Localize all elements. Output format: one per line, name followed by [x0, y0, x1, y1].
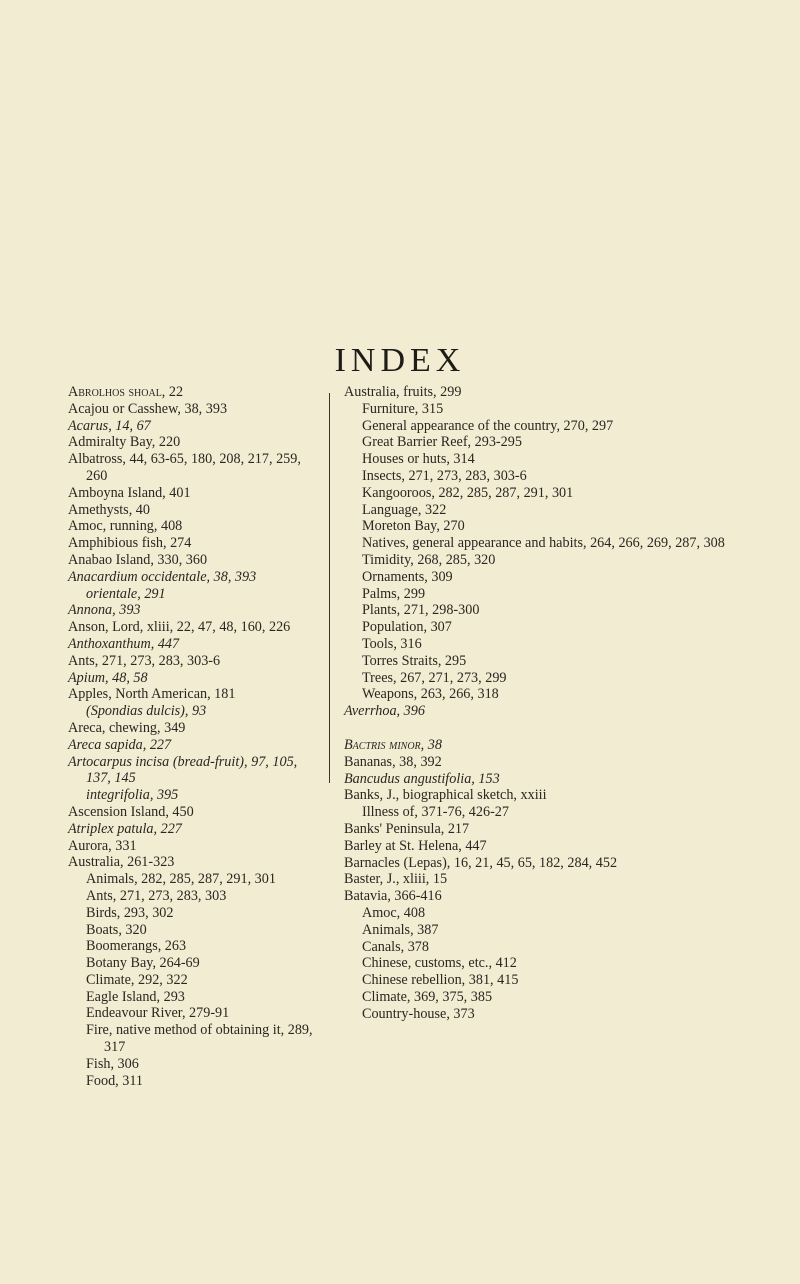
index-subentry: Birds, 293, 302 — [86, 904, 174, 921]
index-subentry: Furniture, 315 — [362, 400, 444, 417]
index-entry: Anabao Island, 330, 360 — [68, 551, 208, 568]
index-entry: Artocarpus incisa (bread-fruit), 97, 105, 137, 145 — [68, 753, 298, 787]
index-entry: Aurora, 331 — [68, 837, 137, 854]
index-entry: Amphibious fish, 274 — [68, 535, 192, 552]
index-subentry: integrifolia, 395 — [86, 787, 179, 804]
index-subentry: Fish, 306 — [86, 1055, 139, 1072]
index-subentry: Moreton Bay, 270 — [362, 518, 465, 535]
index-subentry: Population, 307 — [362, 619, 452, 636]
index-subentry: Weapons, 263, 266, 318 — [362, 686, 499, 703]
index-entry: Batavia, 366-416 — [344, 888, 442, 905]
index-subentry: Botany Bay, 264-69 — [86, 955, 200, 972]
index-subentry: Natives, general appearance and habits, 264, 266, 269, 287, 308 — [362, 535, 725, 552]
index-subentry: Chinese rebellion, 381, 415 — [362, 972, 519, 989]
index-entry: Acajou or Casshew, 38, 393 — [68, 400, 228, 417]
index-entry: Australia, fruits, 299 — [344, 384, 462, 400]
index-entry: Admiralty Bay, 220 — [68, 434, 181, 451]
index-entry: Areca, chewing, 349 — [68, 719, 186, 736]
index-entry: Barnacles (Lepas), 16, 21, 45, 65, 182, 284, 452 — [344, 854, 618, 871]
index-subentry: Great Barrier Reef, 293-295 — [362, 434, 522, 451]
index-subentry: Animals, 387 — [362, 921, 439, 938]
index-subentry: Climate, 369, 375, 385 — [362, 988, 493, 1005]
index-entry: Ascension Island, 450 — [68, 803, 194, 820]
index-entry: Albatross, 44, 63-65, 180, 208, 217, 259, 260 — [68, 451, 301, 484]
index-subentry: Canals, 378 — [362, 938, 429, 955]
index-entry: Abrolhos shoal, 22 — [68, 384, 184, 400]
index-subentry: Animals, 282, 285, 287, 291, 301 — [86, 871, 276, 888]
index-entry: Australia, 261-323 — [68, 854, 175, 871]
index-subentry: Houses or huts, 314 — [362, 451, 475, 468]
index-entry: Amethysts, 40 — [68, 501, 150, 518]
page-title: INDEX — [334, 342, 466, 379]
index-subentry: Kangooroos, 282, 285, 287, 291, 301 — [362, 484, 574, 501]
index-subentry: Tools, 316 — [362, 635, 422, 652]
index-entry: Anson, Lord, xliii, 22, 47, 48, 160, 226 — [68, 619, 291, 636]
index-subentry: Climate, 292, 322 — [86, 971, 188, 988]
column-divider — [329, 393, 330, 783]
index-subentry: Boomerangs, 263 — [86, 938, 187, 955]
index-subentry: Ants, 271, 273, 283, 303 — [86, 887, 227, 904]
index-subentry: Illness of, 371-76, 426-27 — [362, 804, 509, 821]
index-entry: Amoc, running, 408 — [68, 518, 183, 535]
index-subentry: Eagle Island, 293 — [86, 988, 185, 1005]
index-subentry: Chinese, customs, etc., 412 — [362, 955, 517, 972]
index-entry: Amboyna Island, 401 — [68, 484, 191, 501]
index-entry: Apium, 48, 58 — [68, 669, 148, 686]
index-subentry: (Spondias dulcis), 93 — [86, 703, 207, 720]
index-subentry: Insects, 271, 273, 283, 303-6 — [362, 467, 527, 484]
index-subentry: Fire, native method of obtaining it, 289, 317 — [86, 1022, 313, 1056]
left-column — [68, 384, 318, 1089]
index-entry: Acarus, 14, 67 — [68, 417, 151, 434]
index-subentry: Torres Straits, 295 — [362, 652, 467, 669]
index-subentry: Trees, 267, 271, 273, 299 — [362, 669, 507, 686]
index-entry: Annona, 393 — [68, 602, 141, 619]
right-column — [344, 384, 736, 1022]
index-subentry: Ornaments, 309 — [362, 568, 453, 585]
index-subentry: Endeavour River, 279-91 — [86, 1005, 230, 1022]
index-subentry: Amoc, 408 — [362, 904, 426, 921]
index-entry: Bananas, 38, 392 — [344, 753, 442, 770]
index-subentry: Plants, 271, 298-300 — [362, 602, 480, 619]
index-entry: Anacardium occidentale, 38, 393 — [68, 568, 257, 585]
index-entry: Barley at St. Helena, 447 — [344, 837, 487, 854]
index-subentry: orientale, 291 — [86, 585, 166, 602]
index-entry: Bancudus angustifolia, 153 — [344, 770, 500, 787]
index-entry: Anthoxanthum, 447 — [68, 635, 180, 652]
index-entry: Banks, J., biographical sketch, xxiii — [344, 787, 547, 804]
index-entry: Apples, North American, 181 — [68, 686, 236, 703]
index-subentry: Timidity, 268, 285, 320 — [362, 551, 496, 568]
index-subentry: Palms, 299 — [362, 585, 426, 602]
index-entry: Averrhoa, 396 — [344, 703, 425, 720]
index-subentry: Language, 322 — [362, 501, 447, 518]
index-subentry: Food, 311 — [86, 1072, 144, 1089]
index-entry: Areca sapida, 227 — [68, 736, 172, 753]
index-subentry: General appearance of the country, 270, 297 — [362, 417, 614, 434]
index-subentry: Boats, 320 — [86, 921, 147, 938]
index-entry: Ants, 271, 273, 283, 303-6 — [68, 652, 221, 669]
index-entry: Bactris minor, 38 — [344, 736, 442, 753]
index-subentry: Country-house, 373 — [362, 1005, 475, 1022]
index-entry: Banks' Peninsula, 217 — [344, 820, 470, 837]
index-entry: Baster, J., xliii, 15 — [344, 871, 448, 888]
index-entry: Atriplex patula, 227 — [68, 820, 182, 837]
